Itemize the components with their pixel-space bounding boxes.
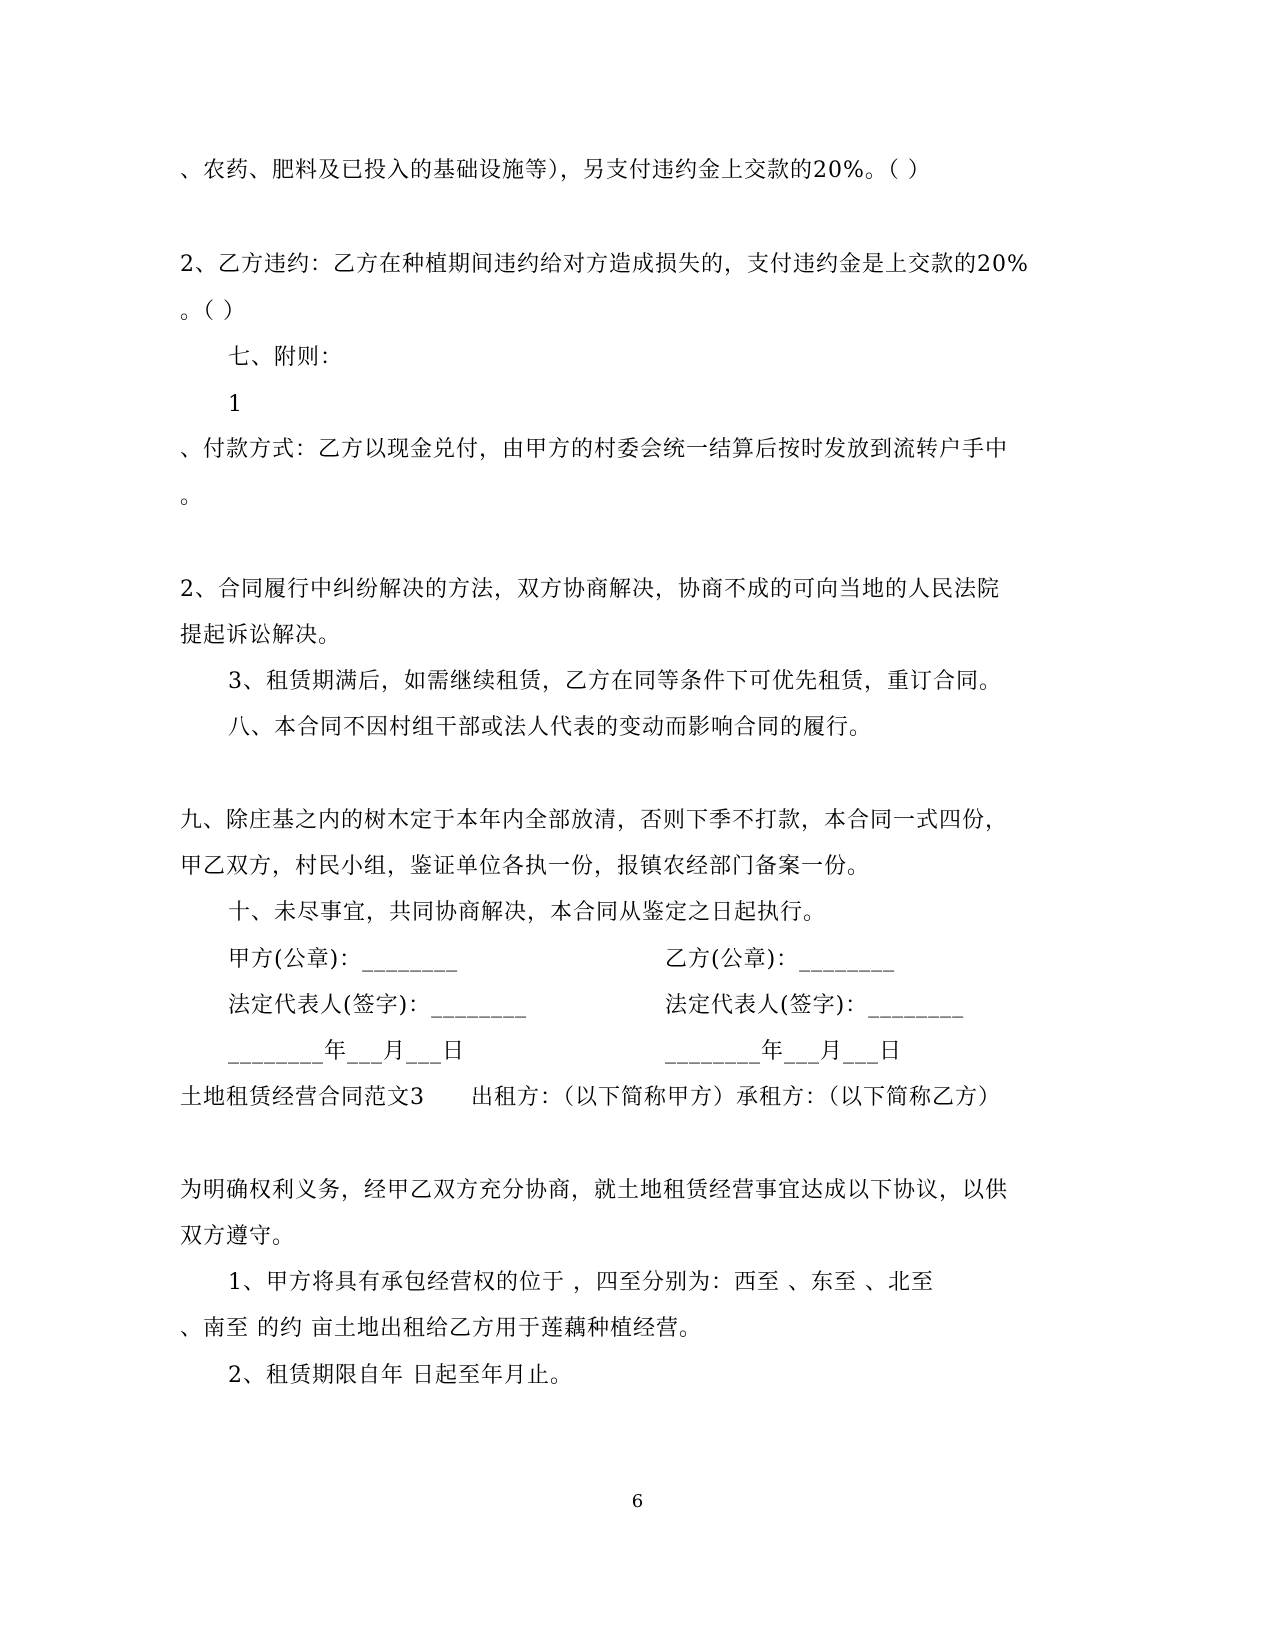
- section-heading: 七、附则：: [228, 345, 344, 370]
- text-line: 2、乙方违约：乙方在种植期间违约给对方造成损失的，支付违约金是上交款的20%: [180, 252, 1029, 277]
- party-a-seal-field: 甲方(公章)：________: [228, 947, 459, 972]
- party-a-date-field: ________年___月___日: [228, 1039, 466, 1064]
- text-line: 。: [180, 484, 204, 509]
- text-line: 。（ ）: [180, 299, 246, 324]
- page-number: 6: [631, 1491, 644, 1512]
- party-b-representative-field: 法定代表人(签字)：________: [665, 993, 965, 1018]
- text-line: 、付款方式：乙方以现金兑付，由甲方的村委会统一结算后按时发放到流转户手中: [180, 437, 1009, 462]
- text-line: 九、除庄基之内的树木定于本年内全部放清，否则下季不打款，本合同一式四份，: [180, 808, 1009, 833]
- text-line: 3、租赁期满后，如需继续租赁，乙方在同等条件下可优先租赁，重订合同。: [228, 669, 1002, 694]
- text-line: 甲乙双方，村民小组，鉴证单位各执一份，报镇农经部门备案一份。: [180, 854, 871, 879]
- text-line: 、南至 的约 亩土地出租给乙方用于莲藕种植经营。: [180, 1316, 702, 1341]
- text-line: 2、合同履行中纠纷解决的方法，双方协商解决，协商不成的可向当地的人民法院: [180, 577, 1000, 602]
- text-line: 双方遵守。: [180, 1224, 296, 1249]
- section-heading: 十、未尽事宜，共同协商解决，本合同从鉴定之日起执行。: [228, 900, 827, 925]
- text-line: 1、甲方将具有承包经营权的位于 ，四至分别为：西至 、东至 、北至: [228, 1270, 934, 1295]
- party-b-date-field: ________年___月___日: [665, 1039, 903, 1064]
- section-heading: 八、本合同不因村组干部或法人代表的变动而影响合同的履行。: [228, 715, 873, 740]
- text-line: 提起诉讼解决。: [180, 623, 342, 648]
- contract-header: 土地租赁经营合同范文3 出租方：（以下简称甲方）承租方：（以下简称乙方）: [180, 1085, 1001, 1110]
- text-line: 为明确权利义务，经甲乙双方充分协商，就土地租赁经营事宜达成以下协议，以供: [180, 1178, 1009, 1203]
- text-line: 1: [228, 392, 243, 417]
- party-b-seal-field: 乙方(公章)：________: [665, 947, 896, 972]
- text-line: 、农药、肥料及已投入的基础设施等），另支付违约金上交款的20%。（ ）: [180, 158, 931, 183]
- text-line: 2、租赁期限自年 日起至年月止。: [228, 1363, 573, 1388]
- party-a-representative-field: 法定代表人(签字)：________: [228, 993, 528, 1018]
